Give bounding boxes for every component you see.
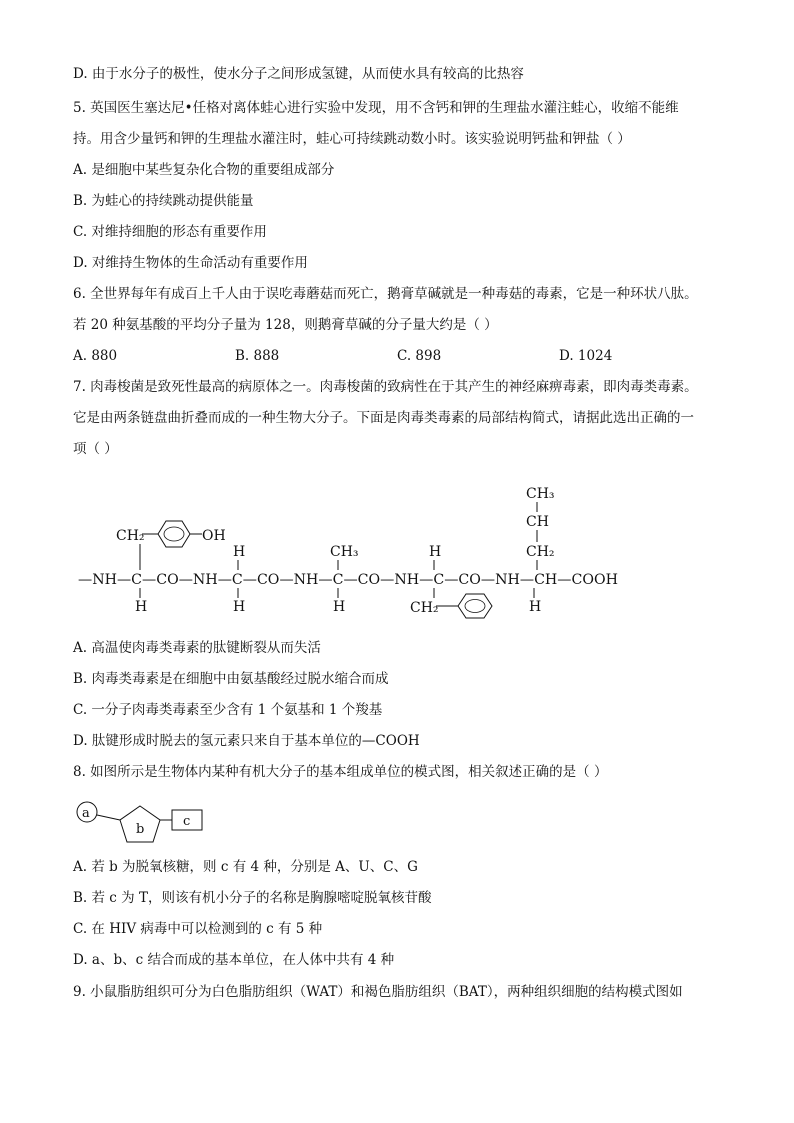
r5-ch: CH: [526, 514, 549, 530]
q6-option-a: A. 880: [73, 348, 118, 364]
q7-option-d: D. 肽键形成时脱去的氢元素只来自于基本单位的—COOH: [73, 733, 420, 749]
q6-option-d: D. 1024: [559, 348, 613, 364]
r4-benzene-ring: [458, 594, 492, 618]
r1-benzene-ring: [158, 521, 190, 547]
q7-stem-line3: 项（ ）: [73, 441, 118, 457]
nucleotide-diagram: [0, 790, 794, 846]
r5-ch2: CH₂: [526, 544, 555, 560]
r1-h-below: H: [135, 599, 148, 615]
q7-option-b: B. 肉毒类毒素是在细胞中由氨基酸经过脱水缩合而成: [73, 671, 389, 687]
q4-option-d: D. 由于水分子的极性，使水分子之间形成氢键，从而使水具有较高的比热容: [73, 66, 524, 82]
q6-option-c: C. 898: [397, 348, 442, 364]
q7-option-c: C. 一分子肉毒类毒素至少含有 1 个氨基和 1 个羧基: [73, 702, 383, 718]
q7-stem-line1: 7. 肉毒梭菌是致死性最高的病原体之一。肉毒梭菌的致病性在于其产生的神经麻痹毒素，即肉毒类毒素。: [73, 379, 698, 395]
q8-option-c: C. 在 HIV 病毒中可以检测到的 c 有 5 种: [73, 921, 323, 937]
r3-h-below: H: [333, 599, 346, 615]
label-c: c: [183, 814, 191, 829]
r1-oh: OH: [202, 528, 226, 544]
r5-h-below: H: [529, 599, 542, 615]
q8-option-d: D. a、b、c 结合而成的基本单位，在人体中共有 4 种: [73, 952, 395, 968]
q6-stem-line1: 6. 全世界每年有成百上千人由于误吃毒蘑菇而死亡，鹅膏草碱就是一种毒菇的毒素，它是一种环状八肽。: [73, 286, 698, 302]
label-b: b: [136, 822, 145, 837]
q8-option-b: B. 若 c 为 T，则该有机小分子的名称是胸腺嘧啶脱氧核苷酸: [73, 890, 432, 906]
peptide-backbone: —NH—C—CO—NH—C—CO—NH—C—CO—NH—C—CO—NH—CH—COOH: [78, 572, 618, 588]
q9-stem-line1: 9. 小鼠脂肪组织可分为白色脂肪组织（WAT）和褐色脂肪组织（BAT），两种组织细胞的结构模式图如: [73, 984, 683, 1000]
q5-option-d: D. 对维持生物体的生命活动有重要作用: [73, 255, 308, 271]
r4-h-above: H: [429, 544, 442, 560]
r5-ch3: CH₃: [526, 486, 555, 502]
q5-option-b: B. 为蛙心的持续跳动提供能量: [73, 193, 254, 209]
q6-stem-line2: 若 20 种氨基酸的平均分子量为 128，则鹅膏草碱的分子量大约是（ ）: [73, 317, 498, 333]
r4-ch2: CH₂: [410, 600, 439, 616]
q8-option-a: A. 若 b 为脱氧核糖，则 c 有 4 种，分别是 A、U、C、G: [73, 859, 418, 875]
r2-h-below: H: [233, 599, 246, 615]
q5-option-c: C. 对维持细胞的形态有重要作用: [73, 224, 267, 240]
q5-stem-line1: 5. 英国医生塞达尼•任格对离体蛙心进行实验中发现，用不含钙和钾的生理盐水灌注蛙心，收缩不能维: [73, 100, 679, 116]
q5-stem-line2: 持。用含少量钙和钾的生理盐水灌注时，蛙心可持续跳动数小时。该实验说明钙盐和钾盐（ ）: [73, 131, 631, 147]
q7-option-a: A. 高温使肉毒类毒素的肽键断裂从而失活: [73, 640, 321, 656]
peptide-structure-diagram: [0, 478, 794, 628]
q5-option-a: A. 是细胞中某些复杂化合物的重要组成部分: [73, 162, 335, 178]
r3-ch3: CH₃: [330, 544, 359, 560]
q8-stem-line1: 8. 如图所示是生物体内某种有机大分子的基本组成单位的模式图，相关叙述正确的是（ ）: [73, 764, 608, 780]
q6-option-b: B. 888: [235, 348, 280, 364]
r1-ch2: CH₂: [116, 528, 145, 544]
q7-stem-line2: 它是由两条链盘曲折叠而成的一种生物大分子。下面是肉毒类毒素的局部结构简式，请据此选出正确的一: [73, 410, 694, 426]
r2-h-above: H: [233, 544, 246, 560]
label-a: a: [82, 806, 90, 821]
